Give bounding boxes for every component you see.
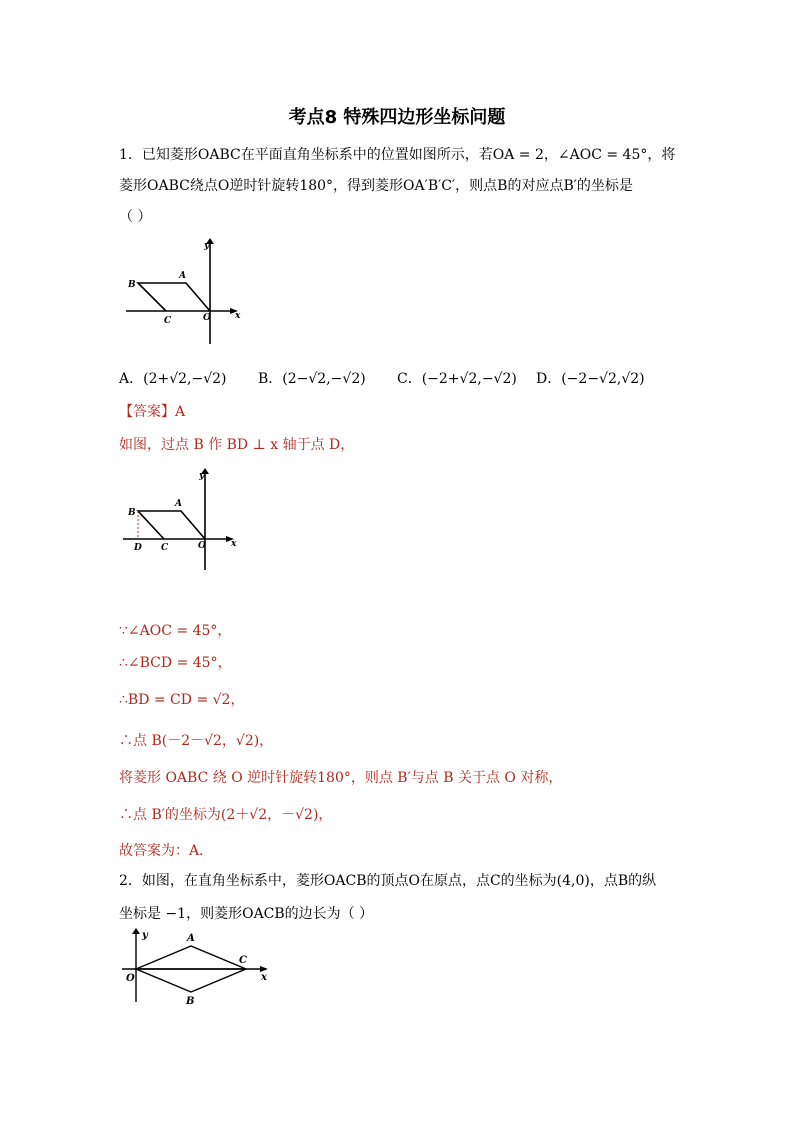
solution-line-6: 将菱形 OABC 绕 O 逆时针旋转180°，则点 B′与点 B 关于点 O 对称， (119, 770, 563, 786)
label-c: C (161, 543, 169, 553)
label-o: O (198, 541, 206, 551)
label-b: B (128, 280, 136, 290)
label-a: A (187, 933, 195, 944)
page-title: 考点8 特殊四边形坐标问题 (288, 107, 506, 128)
solution-line-3: ∴∠BCD = 45°， (119, 655, 232, 671)
option-c: C．(−2+√2,−√2) (397, 371, 517, 387)
label-x: x (231, 539, 237, 549)
q2-line-2: 坐标是 −1，则菱形OACB的边长为（ ） (119, 906, 374, 922)
label-o: O (126, 973, 135, 984)
solution-line-7: ∴点 B′的坐标为(2＋√2，－√2)， (119, 807, 333, 823)
solution-figure (118, 466, 244, 574)
solution-line-8: 故答案为：A． (119, 843, 214, 859)
label-b: B (186, 996, 195, 1006)
label-x: x (235, 311, 241, 321)
label-b: B (128, 508, 136, 518)
q1-line-1: 1．已知菱形OABC在平面直角坐标系中的位置如图所示，若OA = 2，∠AOC = 45°，将 (119, 147, 676, 163)
solution-line-4: ∴BD = CD = √2， (119, 692, 245, 708)
q2-figure (118, 926, 278, 1006)
rhombus-oabc (138, 511, 205, 539)
q1-figure (118, 236, 248, 348)
q1-line-2: 菱形OABC绕点O逆时针旋转180°，得到菱形OA′B′C′，则点B的对应点B′的坐标是 (119, 178, 633, 194)
label-x: x (261, 972, 267, 983)
solution-line-1: 如图，过点 B 作 BD ⊥ x 轴于点 D， (119, 437, 355, 453)
label-o: O (203, 313, 211, 323)
label-c: C (239, 955, 247, 966)
label-y: y (204, 241, 210, 251)
option-b: B．(2−√2,−√2) (258, 371, 366, 387)
solution-line-2: ∵∠AOC = 45°， (119, 623, 232, 639)
solution-line-5: ∴点 B(－2－√2，√2)， (119, 733, 274, 749)
option-d: D．(−2−√2,√2) (536, 371, 645, 387)
label-y: y (142, 930, 148, 941)
label-a: A (179, 271, 186, 281)
option-a: A．(2+√2,−√2) (119, 371, 227, 387)
label-d: D (134, 543, 142, 553)
rhombus-oabc (138, 283, 210, 311)
q1-line-3: （ ） (119, 209, 152, 225)
label-y: y (199, 471, 205, 481)
q2-line-1: 2．如图，在直角坐标系中，菱形OACB的顶点O在原点，点C的坐标为(4,0)，点B的纵 (119, 873, 657, 889)
answer-label: 【答案】A (119, 404, 186, 420)
label-c: C (164, 316, 172, 326)
label-a: A (175, 499, 182, 509)
y-axis-arrow (132, 928, 140, 934)
